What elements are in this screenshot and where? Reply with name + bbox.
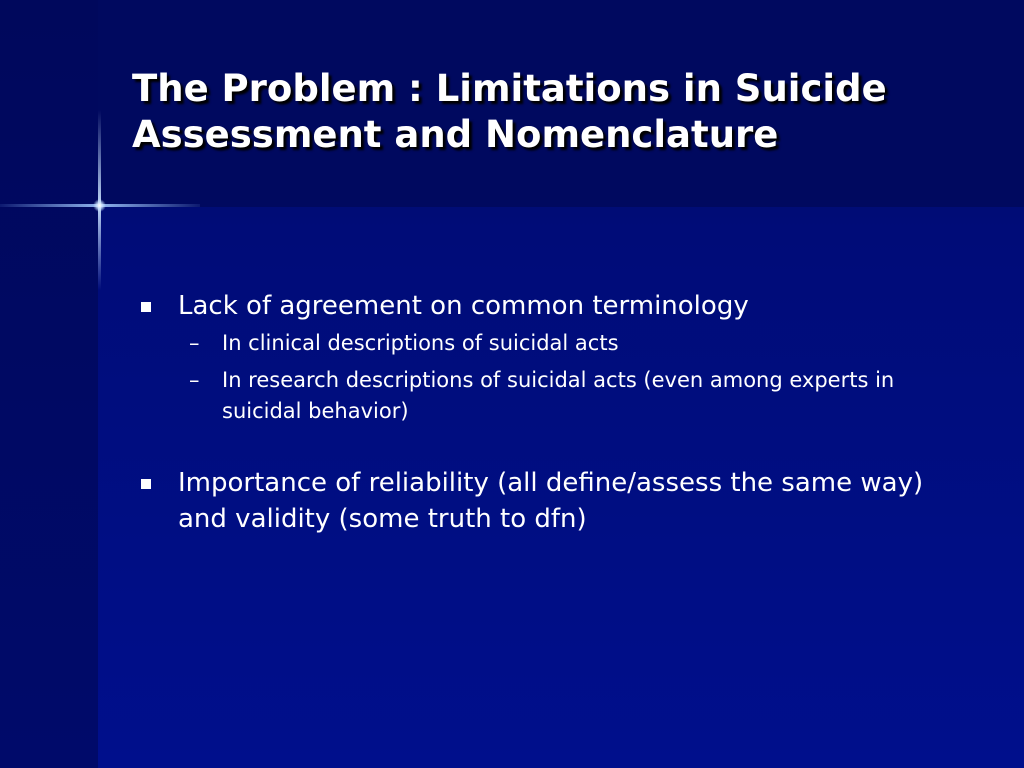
slide-body <box>140 288 980 537</box>
dash-marker: – <box>189 368 200 392</box>
slide-title: The Problem : Limitations in Suicide Assessment and Nomenclature <box>132 67 887 156</box>
square-bullet-icon <box>141 302 151 312</box>
square-bullet-icon <box>141 479 151 489</box>
bullet-item <box>140 465 980 537</box>
left-band-decoration <box>0 0 98 768</box>
sparkle-star-icon <box>93 199 106 212</box>
dash-marker: – <box>189 331 200 355</box>
sub-bullet-item <box>140 365 980 427</box>
sub-bullet-text: In clinical descriptions of suicidal acts <box>222 331 619 355</box>
bullet-item <box>140 288 980 324</box>
bullet-text: Importance of reliability (all define/assess the same way) and validity (some truth to dfn) <box>178 468 924 534</box>
sub-bullet-item <box>140 328 980 359</box>
sub-bullet-text: In research descriptions of suicidal acts (even among experts in suicidal behavior) <box>222 368 895 423</box>
bullet-text: Lack of agreement on common terminology <box>178 291 749 321</box>
